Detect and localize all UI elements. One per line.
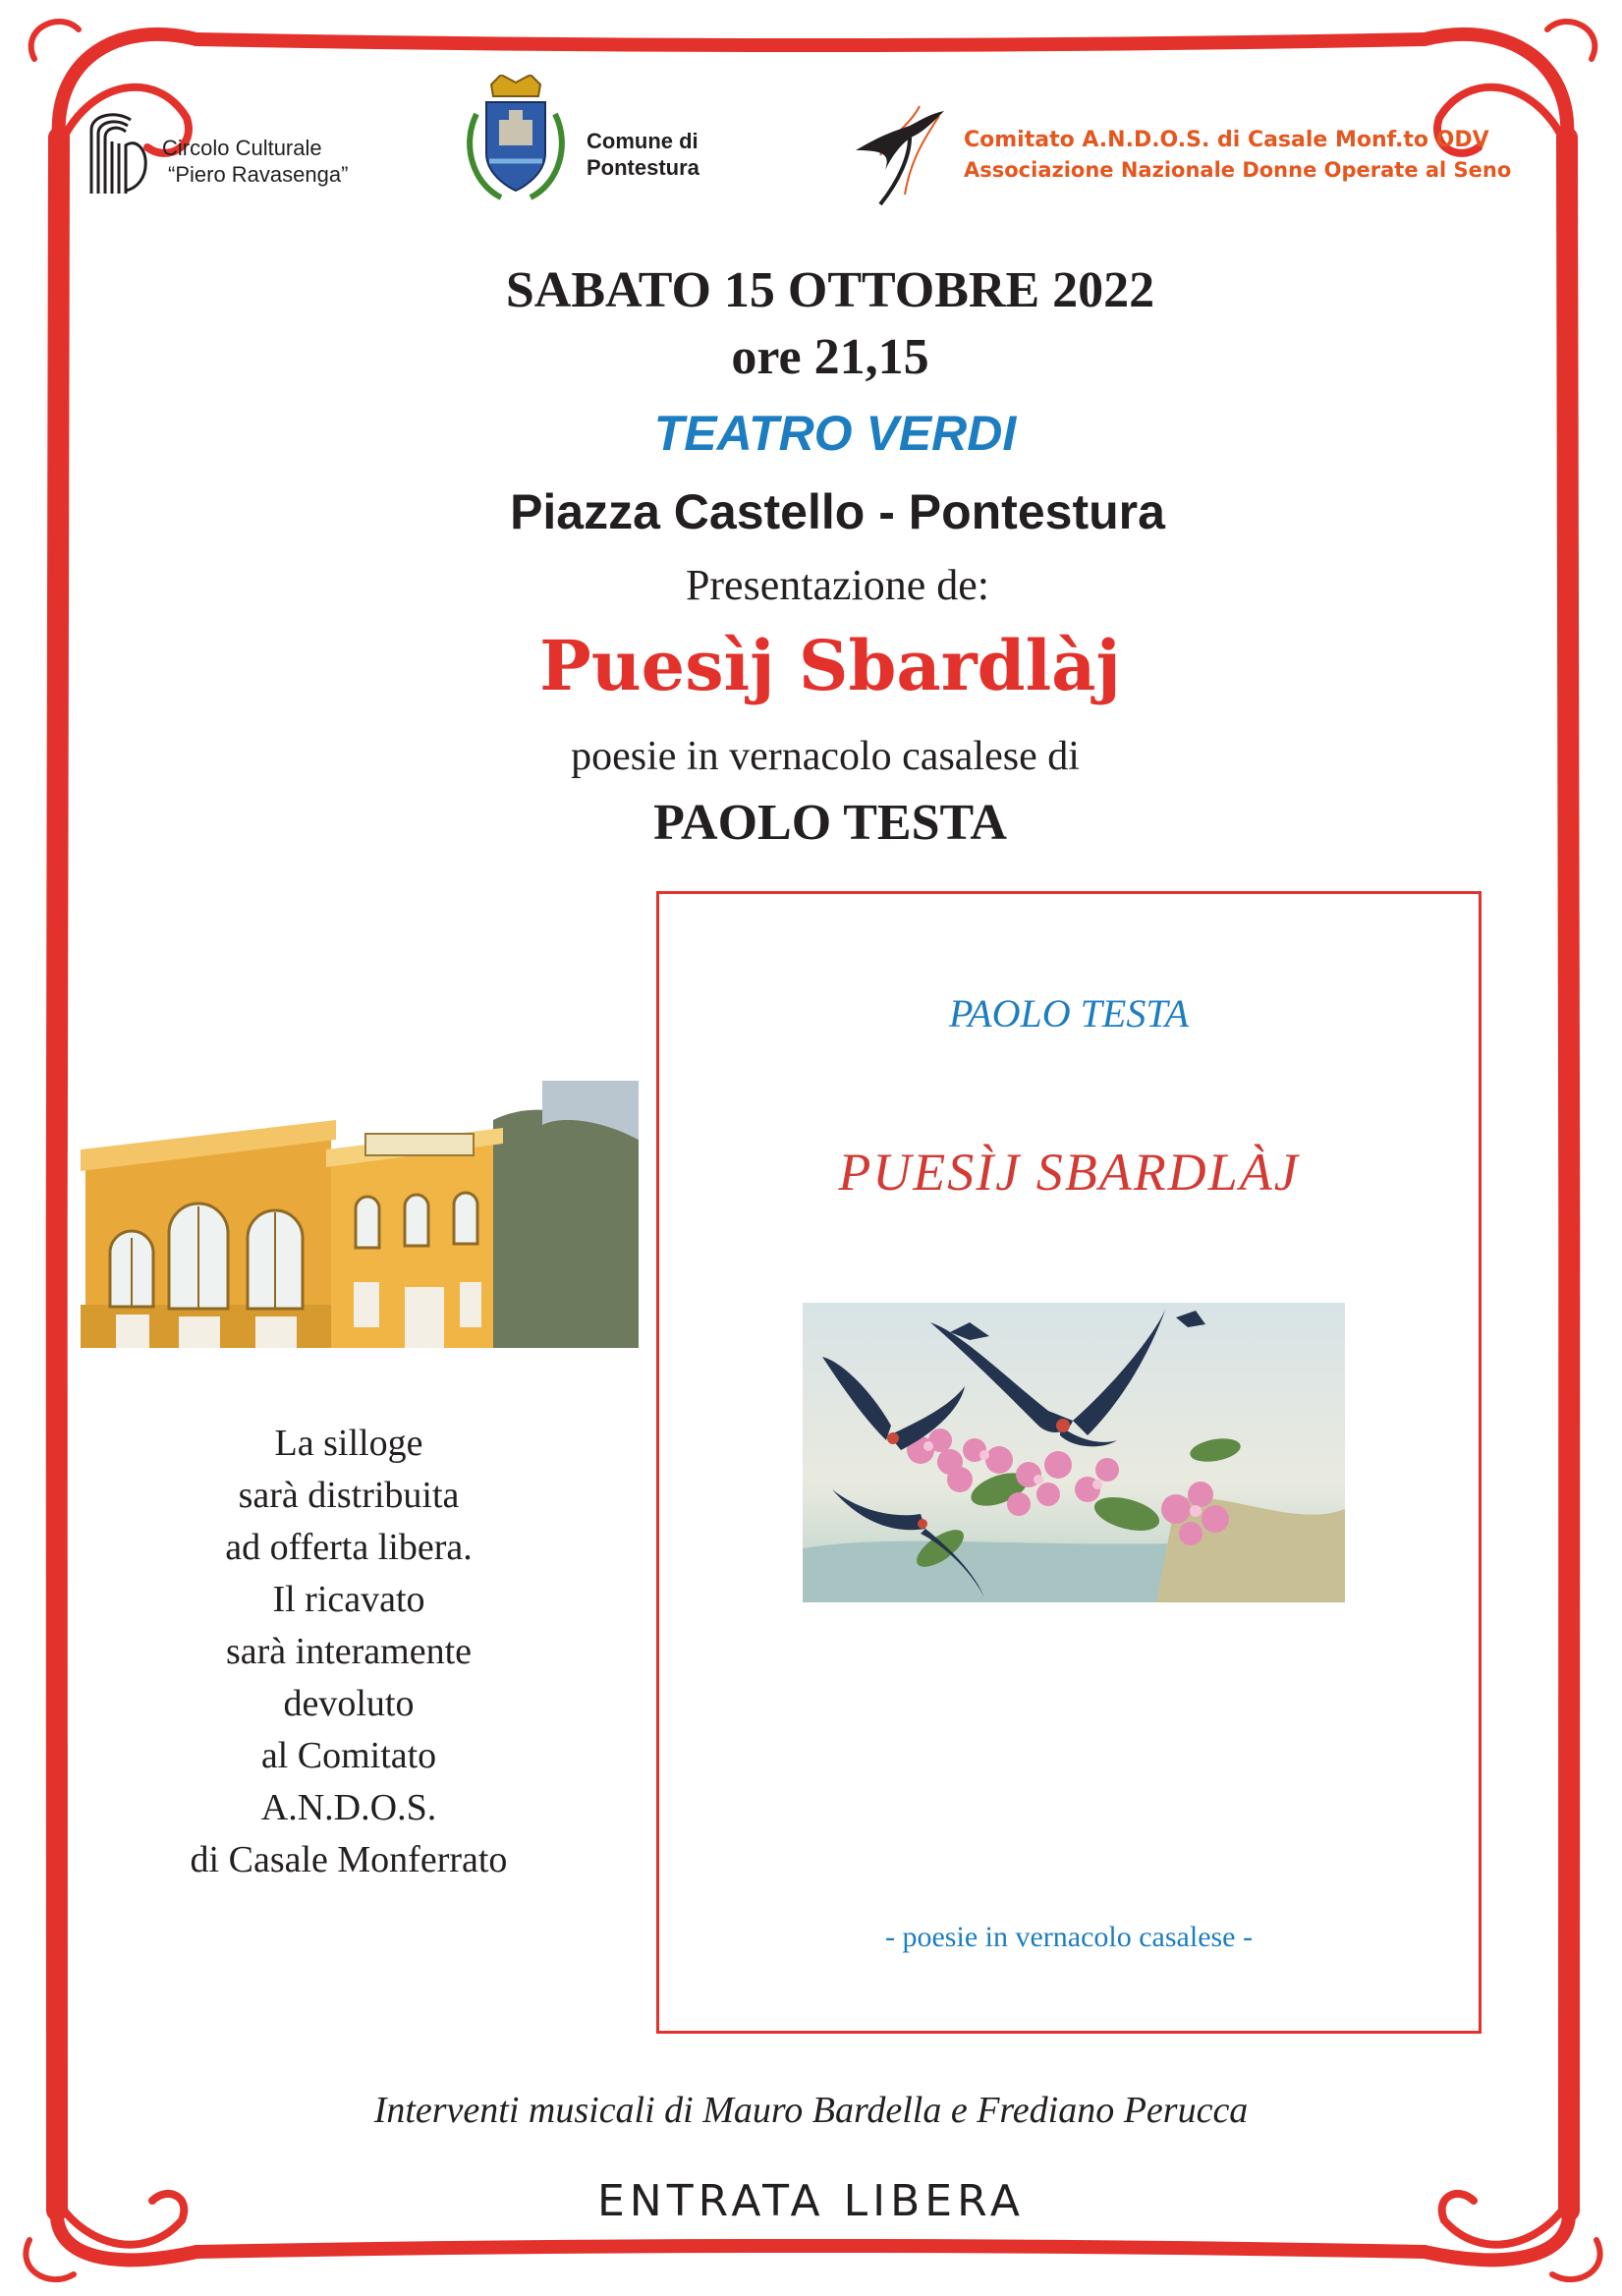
note-line: A.N.D.O.S. — [260, 1787, 437, 1828]
book-subtitle: poesie in vernacolo casalese di — [571, 734, 1080, 779]
event-intro: Presentazione de: — [685, 561, 990, 609]
circolo-line2: “Piero Ravasenga” — [168, 162, 349, 187]
event-date: SABATO 15 OTTOBRE 2022 — [505, 262, 1155, 318]
note-line: di Casale Monferrato — [190, 1839, 508, 1880]
event-venue: TEATRO VERDI — [653, 406, 1017, 461]
event-time: ore 21,15 — [731, 329, 929, 385]
circolo-line1: Circolo Culturale — [162, 136, 322, 160]
note-text — [118, 1418, 580, 1886]
note-line: Il ricavato — [272, 1579, 425, 1620]
pontestura-crest-icon — [462, 75, 570, 204]
andos-name — [964, 126, 1511, 185]
event-place: Piazza Castello - Pontestura — [510, 484, 1165, 539]
comune-line2: Pontestura — [587, 155, 699, 180]
note-line: devoluto — [283, 1683, 415, 1724]
book-title: Puesìj Sbardlàj — [539, 625, 1121, 706]
swallows-painting — [803, 1303, 1345, 1602]
cover-subtitle: - poesie in vernacolo casalese - — [885, 1921, 1253, 1953]
book-author: PAOLO TESTA — [653, 795, 1007, 851]
circolo-name — [162, 135, 348, 188]
note-line: ad offerta libera. — [225, 1527, 473, 1568]
andos-line2: Associazione Nazionale Donne Operate al Seno — [964, 158, 1512, 182]
note-line: La silloge — [274, 1423, 423, 1464]
theatre-photo — [71, 1081, 639, 1348]
book-cover — [656, 891, 1482, 2034]
cover-title: PUESÌJ SBARDLÀJ — [838, 1143, 1300, 1202]
andos-line1: Comitato A.N.D.O.S. di Casale Monf.to ODV — [964, 128, 1489, 152]
comune-name — [587, 128, 699, 181]
note-line: al Comitato — [260, 1735, 437, 1776]
cover-author: PAOLO TESTA — [948, 991, 1190, 1036]
music-credits: Interventi musicali di Mauro Bardella e Frediano Perucca — [373, 2090, 1249, 2131]
circolo-logo-icon — [86, 110, 153, 195]
swallow-logo-icon — [851, 96, 961, 216]
note-line: sarà interamente — [225, 1631, 473, 1672]
comune-line1: Comune di — [587, 129, 699, 153]
note-line: sarà distribuita — [238, 1475, 460, 1516]
free-entry: ENTRATA LIBERA — [597, 2176, 1025, 2226]
